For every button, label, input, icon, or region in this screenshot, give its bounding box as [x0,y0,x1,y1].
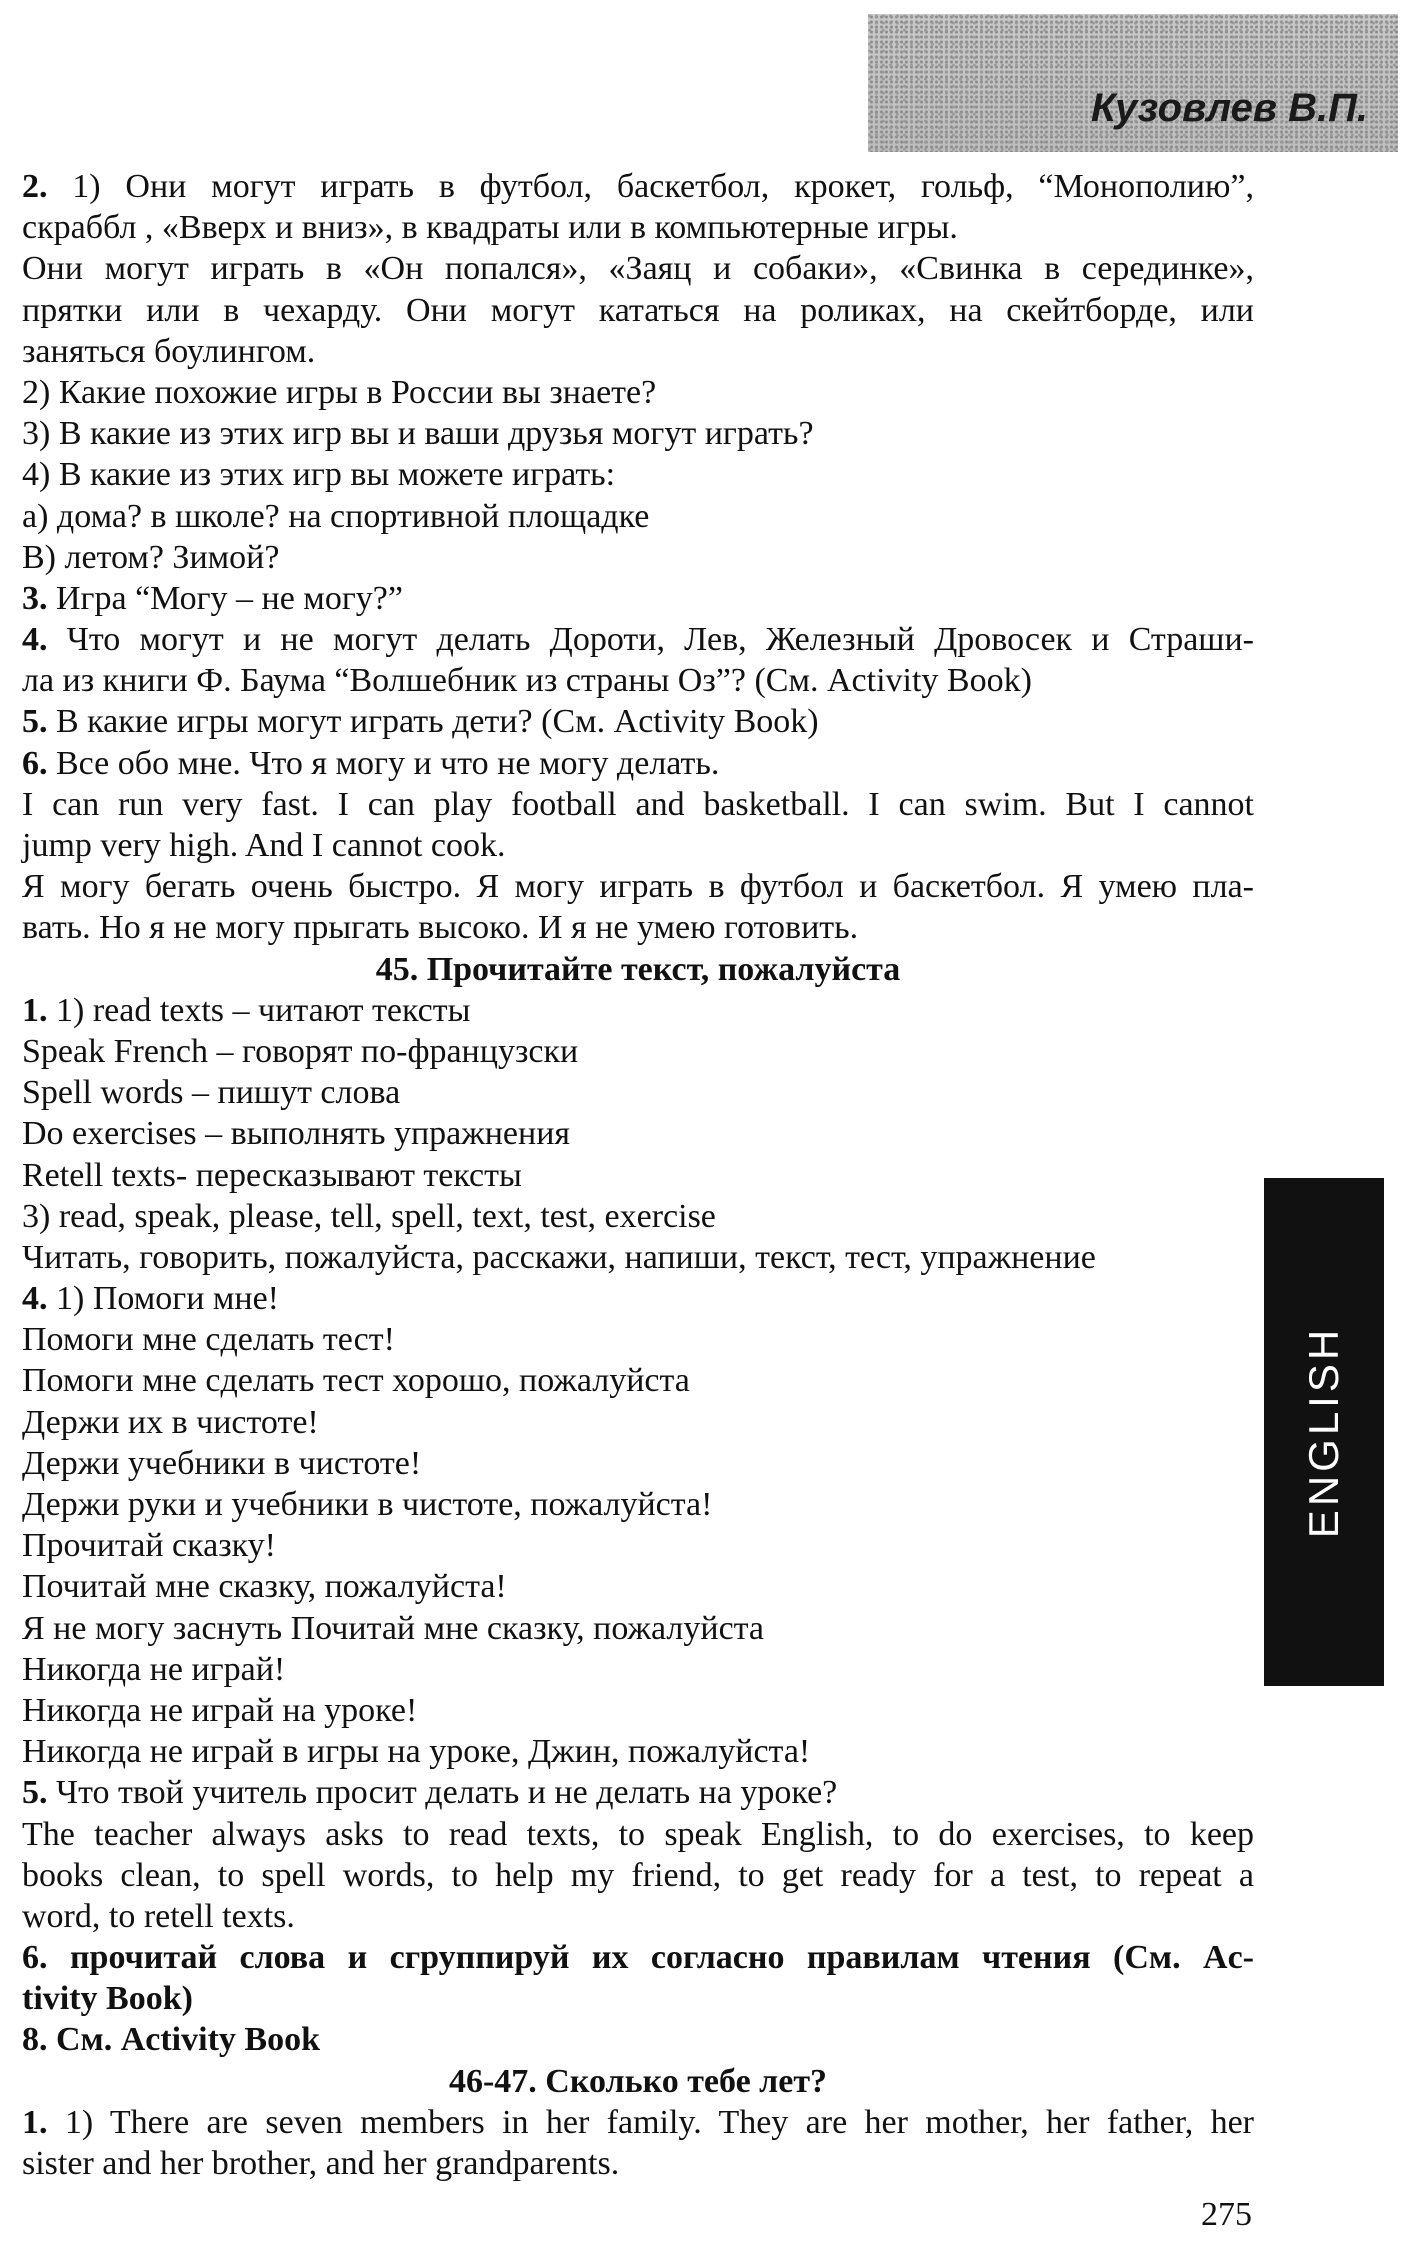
line-text: Прочитай сказку! [22,1527,277,1565]
line-text: books clean, to spell words, to help my friend, to get ready for a test, to repeat a [22,1856,1254,1894]
line-text: 4) В какие из этих игр вы можете играть: [22,456,616,494]
language-side-tab [1264,1178,1384,1686]
item-number: 3. [22,579,48,617]
line-text: Почитай мне сказку, пожалуйста! [22,1568,507,1606]
author-header-box [868,14,1398,152]
text-line [22,1443,1254,1484]
text-line [22,1649,1254,1690]
side-tab-label: ENGLISH [1300,1325,1347,1539]
text-line [22,1360,1254,1401]
text-line [22,578,1254,619]
line-text: 1) There are seven members in her family. They are her mother, her father, her [47,2103,1254,2141]
text-line [22,1237,1254,1278]
line-text: 2) Какие похожие игры в России вы знаете? [22,373,657,411]
text-line [22,1402,1254,1443]
line-text: word, to retell texts. [22,1897,295,1935]
line-text: Держи учебники в чистоте! [22,1444,422,1482]
text-line [22,454,1254,495]
text-line [22,1978,1254,2019]
text-line [22,496,1254,537]
text-line [22,825,1254,866]
line-text: а) дома? в школе? на спортивной площадке [22,497,650,535]
line-text: Speak French – говорят по-французски [22,1032,579,1070]
line-text: ла из книги Ф. Баума “Волшебник из страны Оз”? (См. Activity Book) [22,662,1032,700]
text-line [22,1113,1254,1154]
text-line [22,1196,1254,1237]
line-text: 8. См. Activity Book [22,2021,320,2059]
line-text: 3) read, speak, please, tell, spell, text, test, exercise [22,1197,716,1235]
text-line [22,372,1254,413]
text-line [22,1031,1254,1072]
text-line [22,2061,1254,2102]
line-text: Я могу бегать очень быстро. Я могу играть в футбол и баскетбол. Я умею пла- [22,868,1254,906]
text-line [22,1484,1254,1525]
item-number: 2. [22,168,48,205]
line-text: Что могут и не могут делать Дороти, Лев, Железный Дровосек и Страши- [47,621,1254,659]
line-text: Retell texts- пересказывают тексты [22,1156,522,1194]
line-text: The teacher always asks to read texts, to speak English, to do exercises, to keep [22,1815,1254,1853]
text-line [22,1772,1254,1813]
text-line [22,413,1254,454]
line-text: 45. Прочитайте текст, пожалуйста [375,950,901,988]
line-text: Никогда не играй в игры на уроке, Джин, пожалуйста! [22,1733,811,1771]
line-text: Все обо мне. Что я могу и что не могу делать. [47,744,720,782]
text-line [22,1937,1254,1978]
text-line [22,1566,1254,1607]
text-line [22,1690,1254,1731]
item-number: 4. [22,621,48,659]
text-line [22,619,1254,660]
line-text: Никогда не играй на уроке! [22,1691,418,1729]
text-line [22,949,1254,990]
line-text: I can run very fast. I can play football and basketball. I can swim. But I cannot [22,785,1254,823]
item-number: 5. [22,703,48,741]
line-text: 46-47. Сколько тебе лет? [448,2062,828,2100]
text-line [22,1278,1254,1319]
item-number: 1. [22,2103,48,2141]
line-text: заняться боулингом. [22,332,316,370]
line-text: Они могут играть в «Он попался», «Заяц и собаки», «Свинка в серединке», [22,250,1254,288]
line-text: Я не могу заснуть Почитай мне сказку, пожалуйста [22,1609,765,1647]
line-text: 6. прочитай слова и сгруппируй их согласно правилам чтения (См. Ac- [22,1939,1254,1977]
line-text: Читать, говорить, пожалуйста, расскажи, напиши, текст, тест, упражнение [22,1238,1096,1276]
line-text: 1) Помоги мне! [47,1280,280,1318]
text-line [22,1855,1254,1896]
text-line [22,1608,1254,1649]
text-line [22,701,1254,742]
line-text: 3) В какие из этих игр вы и ваши друзья могут играть? [22,415,814,453]
line-text: 1) Они могут играть в футбол, баскетбол, крокет, гольф, “Монополию”, [47,168,1254,205]
line-text: В) летом? Зимой? [22,538,280,576]
text-line [22,1072,1254,1113]
line-text: Spell words – пишут слова [22,1074,401,1112]
text-line [22,990,1254,1031]
line-text: Держи их в чистоте! [22,1403,319,1441]
page-number: 275 [1201,2196,1252,2233]
text-line [22,1525,1254,1566]
line-text: tivity Book) [22,1980,193,2018]
text-line [22,166,1254,207]
text-line [22,743,1254,784]
text-line [22,207,1254,248]
item-number: 5. [22,1774,48,1812]
line-text: Никогда не играй! [22,1650,286,1688]
text-line [22,290,1254,331]
line-text: скраббл , «Вверх и вниз», в квадраты или в компьютерные игры. [22,209,958,247]
text-line [22,784,1254,825]
item-number: 6. [22,744,48,782]
text-line [22,1155,1254,1196]
text-column [22,166,1254,2184]
line-text: Помоги мне сделать тест! [22,1321,395,1359]
text-line [22,2019,1254,2060]
text-line [22,2102,1254,2143]
text-line [22,660,1254,701]
text-line [22,1731,1254,1772]
text-line [22,331,1254,372]
text-line [22,1319,1254,1360]
line-text: прятки или в чехарду. Они могут кататься на роликах, на скейтборде, или [22,291,1254,329]
line-text: Помоги мне сделать тест хорошо, пожалуйста [22,1362,690,1400]
text-line [22,907,1254,948]
line-text: jump very high. And I cannot cook. [22,827,506,864]
line-text: Do exercises – выполнять упражнения [22,1115,571,1153]
text-line [22,1896,1254,1937]
text-line [22,248,1254,289]
line-text: 1) read texts – читают тексты [47,991,471,1029]
item-number: 4. [22,1280,48,1318]
line-text: sister and her brother, and her grandparents. [22,2145,620,2182]
line-text: Игра “Могу – не могу?” [47,579,403,617]
text-line [22,2143,1254,2184]
text-line [22,866,1254,907]
line-text: Держи руки и учебники в чистоте, пожалуйста! [22,1486,713,1523]
line-text: Что твой учитель просит делать и не делать на уроке? [47,1774,838,1812]
author-name: Кузовлев В.П. [1090,86,1368,130]
line-text: В какие игры могут играть дети? (См. Activity Book) [47,703,819,741]
text-line [22,1814,1254,1855]
line-text: вать. Но я не могу прыгать высоко. И я не умею готовить. [22,909,859,947]
item-number: 1. [22,991,48,1029]
text-line [22,537,1254,578]
